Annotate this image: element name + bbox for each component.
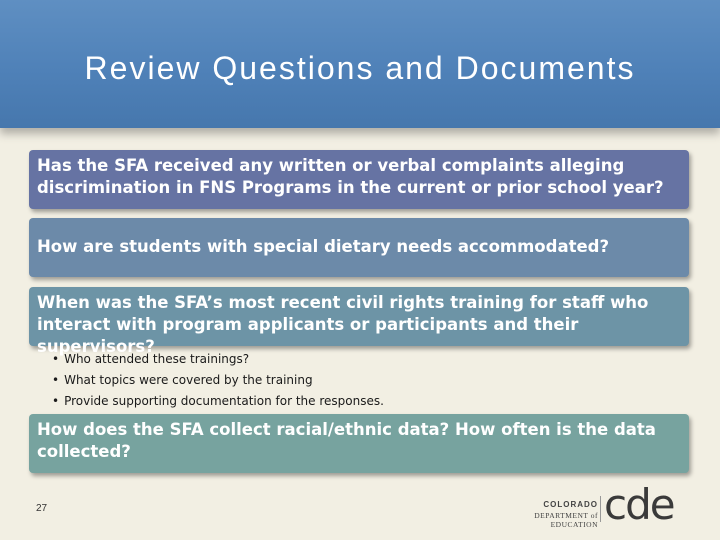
question-box-4 [29, 414, 689, 473]
question-text: Has the SFA received any written or verbal complaints alleging discrimination in FNS Programs in the current or prior school year? [37, 156, 664, 197]
bullet-list [52, 349, 672, 412]
logo-line1: COLORADO [543, 500, 598, 509]
question-box-2 [29, 218, 689, 277]
page-number: 27 [36, 503, 48, 514]
question-text: When was the SFA’s most recent civil rights training for staff who interact with program applicants or participants and their supervisors? [37, 293, 649, 356]
cde-logo [486, 480, 696, 529]
question-text: How does the SFA collect racial/ethnic data? How often is the data collected? [37, 420, 656, 461]
question-text: How are students with special dietary needs accommodated? [37, 237, 610, 256]
logo-line2: DEPARTMENT of EDUCATION [534, 511, 598, 529]
logo-mark: cde [604, 480, 674, 529]
question-box-3 [29, 287, 689, 356]
slide-title: Review Questions and Documents [84, 50, 636, 86]
bullet-item: • What topics were covered by the training [52, 370, 672, 391]
bullet-item: • Who attended these trainings? [52, 349, 672, 370]
logo-divider [600, 496, 601, 522]
bullet-item: • Provide supporting documentation for the responses. [52, 391, 672, 412]
question-box-1 [29, 150, 689, 209]
slide-header [0, 0, 720, 128]
